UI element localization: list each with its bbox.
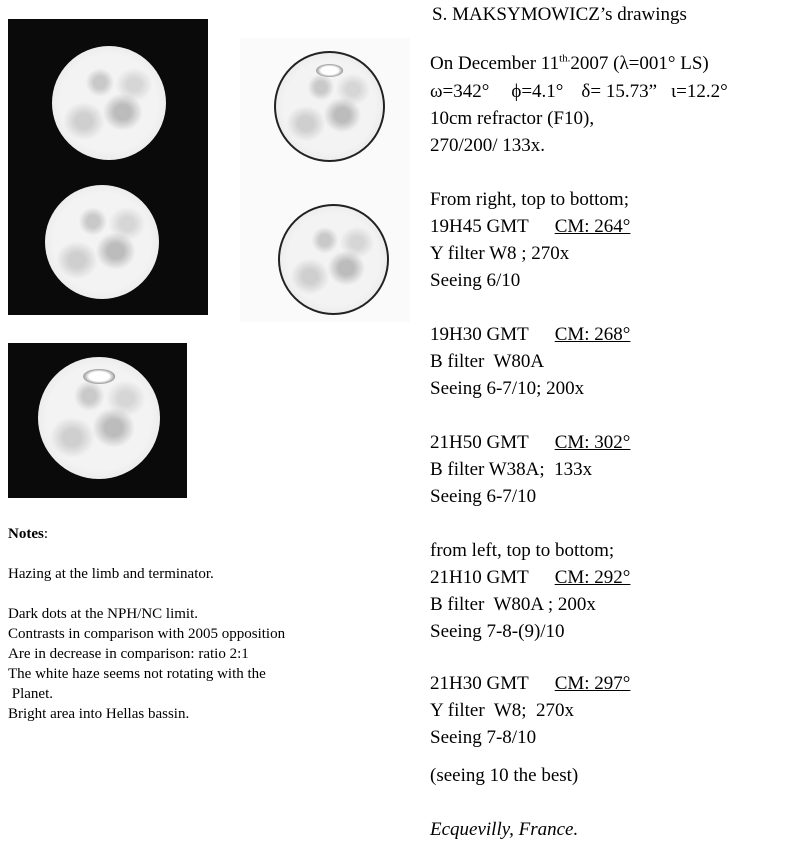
entry-seeing: Seeing 7-8/10 <box>430 727 537 748</box>
entry-filter: Y filter W8; 270x <box>430 700 575 721</box>
note-line: Planet. <box>8 686 53 702</box>
instrument: 10cm refractor (F10), <box>430 108 595 129</box>
param-iota: ι=12.2° <box>671 81 728 102</box>
polar-haze <box>83 369 115 384</box>
entry-time: 21H10 GMT <box>430 567 529 588</box>
entry-cm: CM: 292° <box>554 567 631 588</box>
entry-time: 21H30 GMT <box>430 673 529 694</box>
notes-block <box>8 524 285 724</box>
polar-haze <box>316 64 344 77</box>
entry-seeing: Seeing 7-8-(9)/10 <box>430 621 565 642</box>
entry-seeing: Seeing 6-7/10; 200x <box>430 378 585 399</box>
note-line: Are in decrease in comparison: ratio 2:1 <box>8 646 249 662</box>
entry-time-row <box>430 670 630 697</box>
note-line: Hazing at the limb and terminator. <box>8 566 214 582</box>
entry-filter: B filter W80A <box>430 351 545 372</box>
param-omega: ω=342° <box>430 81 490 102</box>
note-line: Contrasts in comparison with 2005 opposition <box>8 626 286 642</box>
entry-seeing: Seeing 6/10 <box>430 270 521 291</box>
entry-cm: CM: 302° <box>554 432 631 453</box>
title: S. MAKSYMOWICZ’s drawings <box>432 4 687 25</box>
drawing-panel-bottom-left <box>8 343 187 498</box>
entry-filter: Y filter W8 ; 270x <box>430 243 570 264</box>
notes-colon: : <box>43 526 48 542</box>
entry-cm: CM: 297° <box>554 673 631 694</box>
param-delta: δ= 15.73” <box>581 81 658 102</box>
mars-disk-right-bottom <box>278 204 389 315</box>
entry-cm: CM: 264° <box>554 216 631 237</box>
note-line: Dark dots at the NPH/NC limit. <box>8 606 198 622</box>
seeing-note: (seeing 10 the best) <box>430 765 579 786</box>
note-line: The white haze seems not rotating with the <box>8 666 266 682</box>
entry-time: 19H45 GMT <box>430 216 529 237</box>
drawing-panel-left <box>8 19 208 315</box>
note-line: Bright area into Hellas bassin. <box>8 706 190 722</box>
location: Ecquevilly, France. <box>430 819 579 840</box>
param-phi: ϕ=4.1° <box>511 81 564 102</box>
entry-filter: B filter W80A ; 200x <box>430 594 596 615</box>
entry-time: 19H30 GMT <box>430 324 529 345</box>
entry-time: 21H50 GMT <box>430 432 529 453</box>
entry-filter: B filter W38A; 133x <box>430 459 593 480</box>
entry-time-row <box>430 564 630 591</box>
left-heading: from left, top to bottom; <box>430 540 615 561</box>
observation-params <box>430 78 728 105</box>
mars-disk-bottom-left <box>38 357 160 479</box>
notes-heading-line <box>8 524 285 544</box>
entry-cm: CM: 268° <box>554 324 631 345</box>
notes-heading: Notes <box>8 526 44 542</box>
magnifications: 270/200/ 133x. <box>430 135 546 156</box>
right-heading: From right, top to bottom; <box>430 189 629 210</box>
mars-disk-right-top <box>274 51 385 162</box>
entry-time-row <box>430 213 630 240</box>
drawing-panel-right <box>240 38 410 322</box>
entry-time-row <box>430 429 630 456</box>
entry-seeing: Seeing 6-7/10 <box>430 486 537 507</box>
mars-disk-left-top <box>52 46 166 160</box>
mars-disk-left-bottom <box>45 185 159 299</box>
observation-date: On December $11^{th.}2007$ (λ=001° LS) <box>430 52 709 74</box>
entry-time-row <box>430 321 630 348</box>
